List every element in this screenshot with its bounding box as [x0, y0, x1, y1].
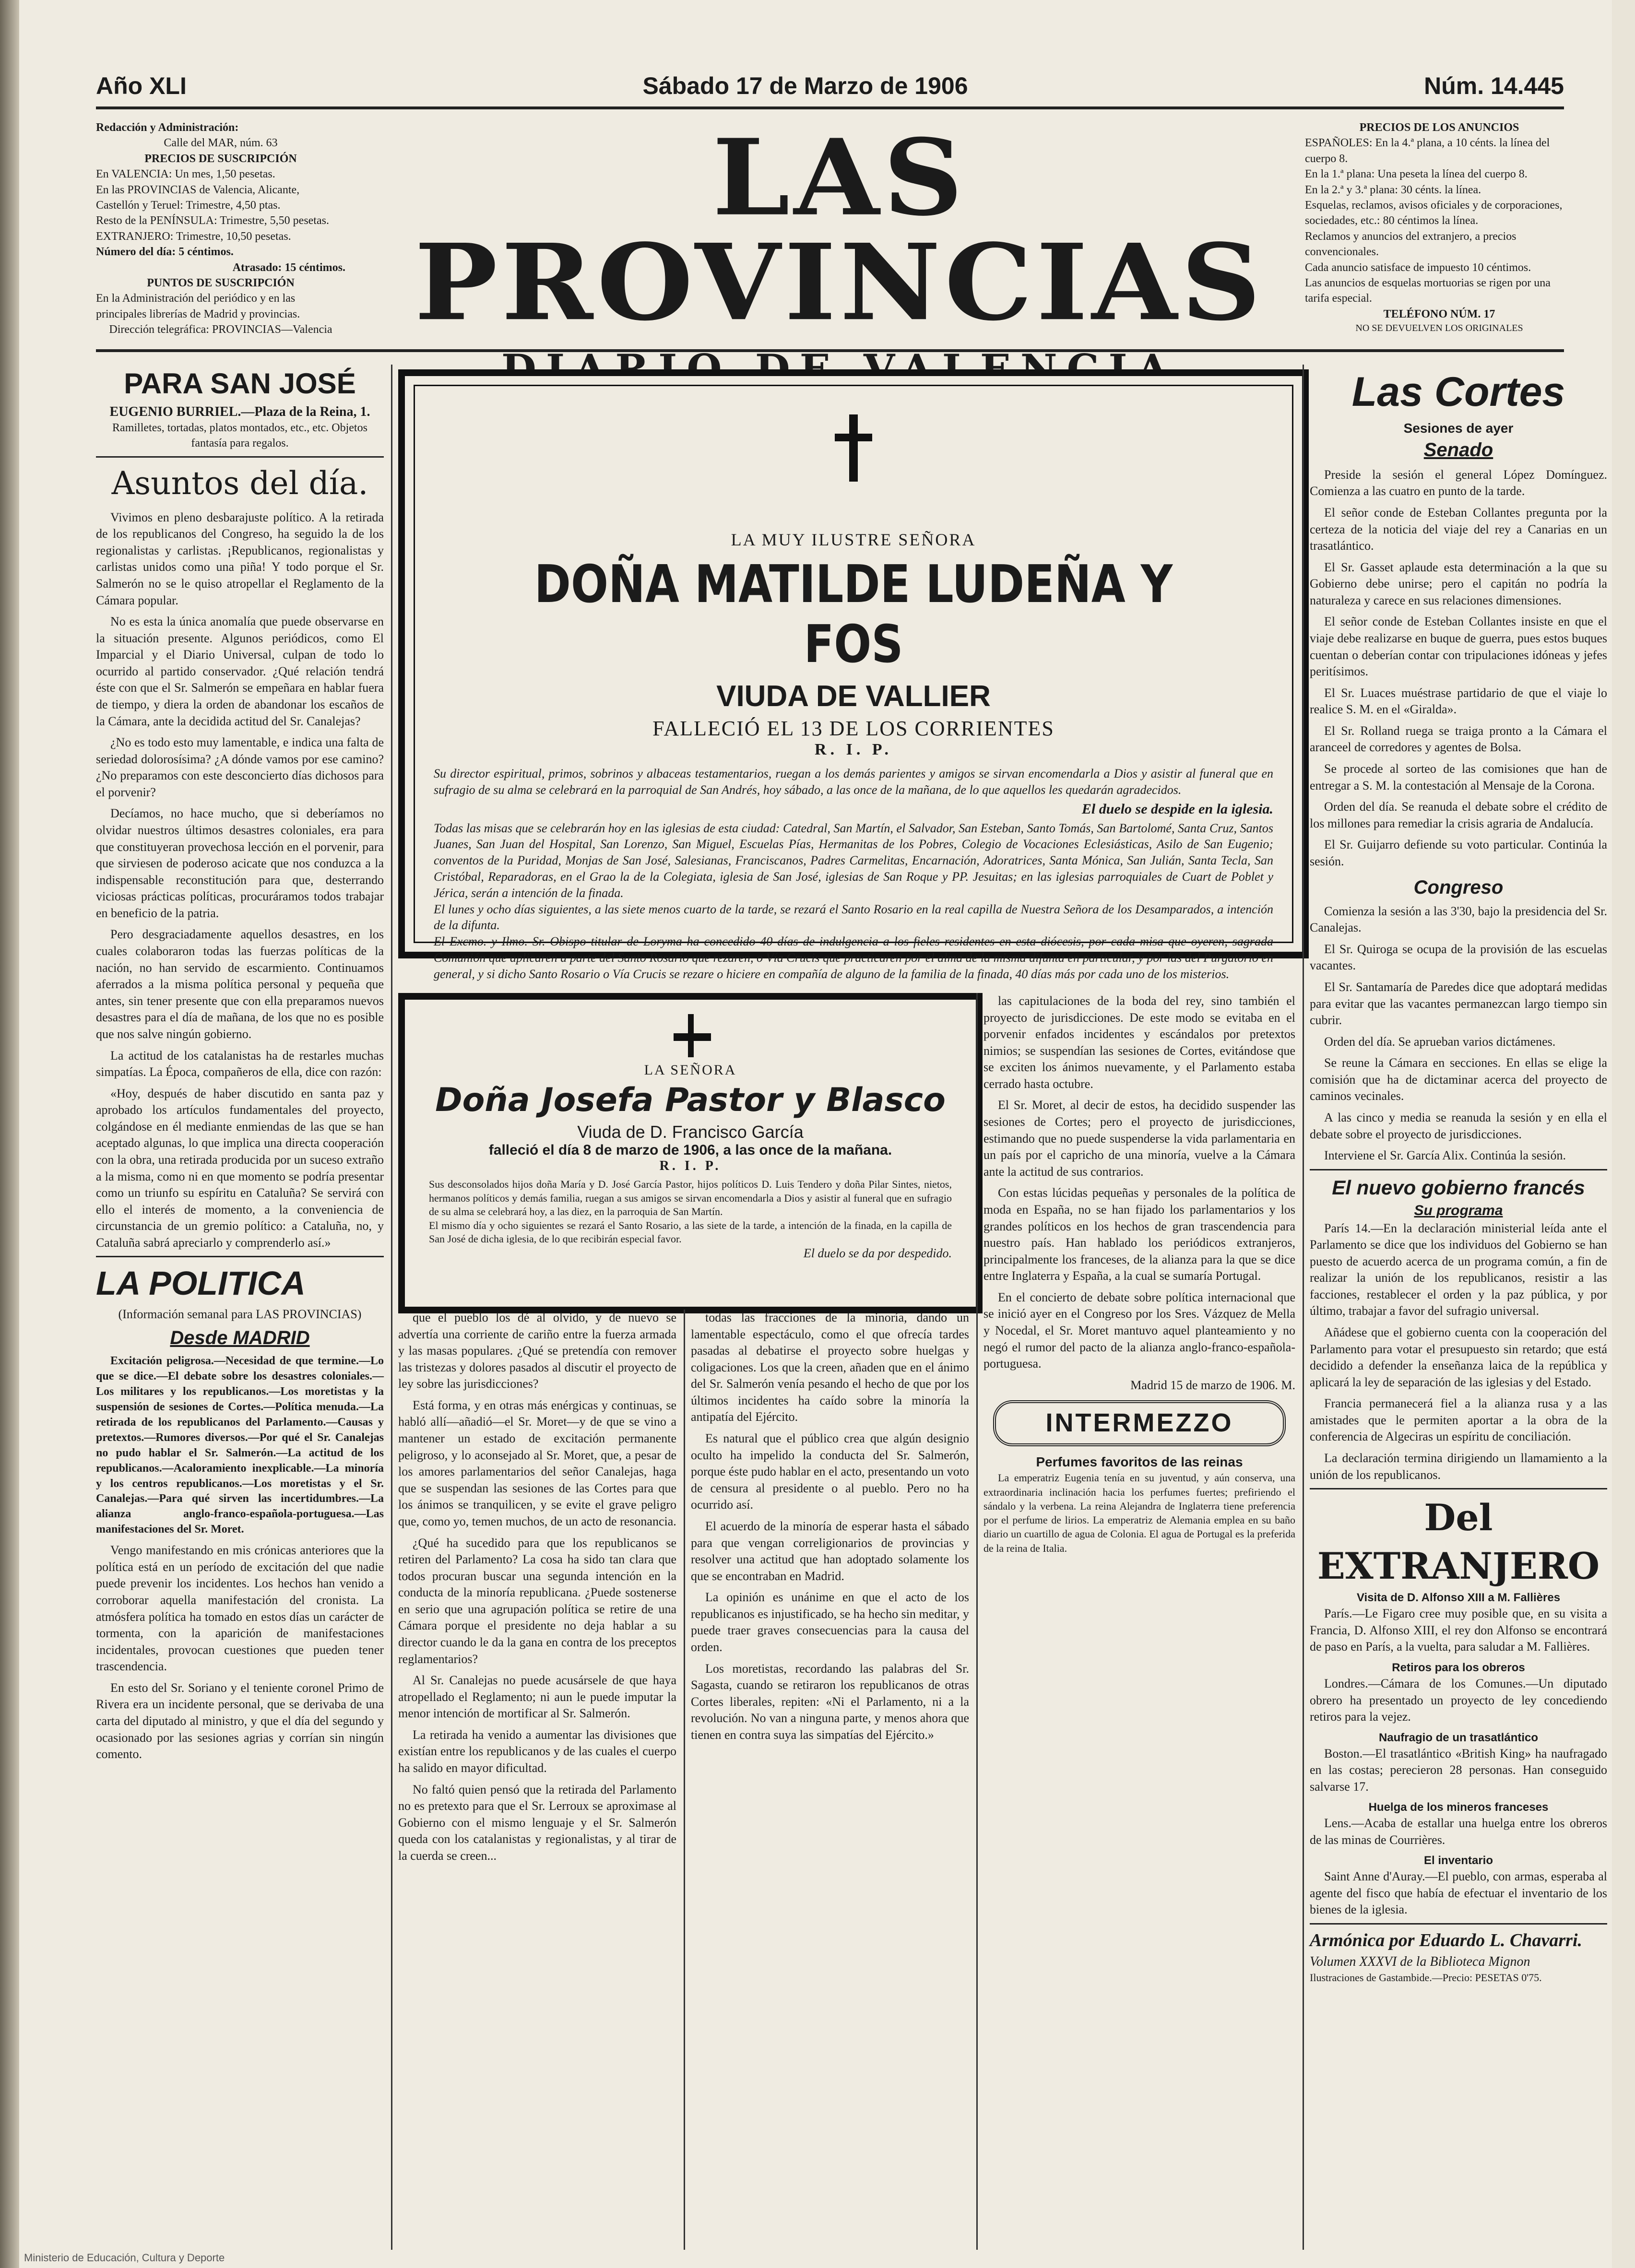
column-rule: [976, 993, 978, 2250]
info-line: Redacción y Administración:: [96, 121, 239, 134]
info-line: Las anuncios de esquelas mortuorias se rigen por una tarifa especial.: [1305, 276, 1551, 305]
paragraph: La retirada ha venido a aumentar las divisiones que existían entre los republicanos y de las cuales el cuerpo ha salido en mayor dificultad.: [398, 1727, 676, 1775]
center-column: [691, 1310, 969, 1748]
ad-title: PARA SAN JOSÉ: [124, 367, 356, 400]
intermezzo-title: INTERMEZZO: [993, 1400, 1286, 1446]
politica-sub: (Información semanal para LAS PROVINCIAS): [118, 1307, 362, 1321]
paragraph: No faltó quien pensó que la retirada del Parlamento no es pretexto para que el Sr. Lerroux se aproximase al Gobierno con el mismo lenguaje y el Sr. Salmerón queda con los catalanistas y regionalistas, y al tirar de la cuerda se creen...: [398, 1782, 676, 1863]
paragraph: La opinión es unánime en que el acto de los republicanos es injustificado, se ha hecho sin meditar, y puede traer graves consecuencias para la causa del orden.: [691, 1590, 969, 1654]
paragraph: «Hoy, después de haber discutido en santa paz y aprobado los artículos fundamentales del proyecto, colgándose en él mediante enmiendas de las que se han aceptado algunas, lo que implica una directa cooperación con la obra, una retirada producida por un suceso extraño a la misma, como ni en que momento se podría presentar como un triunfo su espíritu en Cataluña? Se servirá con ello el interés de momento, a la conveniencia de circunstancia de un gremio político: a Cataluña, no, y Cataluña sabrá apreciarlo y comprenderlo así.»: [96, 1086, 384, 1250]
paragraph: No es esta la única anomalía que puede observarse en la situación presente. Algunos periódicos, como El Imparcial y el Diario Universal, culpan de todo lo ocurrido al partido conservador. ¿Qué relación tendrá éste con que el Sr. Salmerón se empeñara en hablar fuera de tiempo, y diera la orden de abandonar los escaños de la Cámara, ante la decidida actitud del Sr. Canalejas?: [96, 614, 384, 728]
obituary-intro: LA SEÑORA: [644, 1062, 737, 1078]
subhead: Retiros para los obreros: [1392, 1661, 1525, 1675]
subhead: Huelga de los mineros franceses: [1368, 1801, 1549, 1814]
cross-icon: [849, 414, 858, 482]
paragraph: El Sr. Gasset aplaude esta determinación a la que su Gobierno debe unirse; pero el capitán no podría la naturaleza y carece en sus relaciones dimensiones.: [1310, 560, 1607, 607]
info-line: Cada anuncio satisface de impuesto 10 céntimos.: [1305, 261, 1531, 274]
obituary-text: Su director espiritual, primos, sobrinos y albaceas testamentarios, ruegan a los demás parientes y amigos se sirvan encomendarla a Dios y asistir al funeral que en sufragio de su alma se celebrará en la parroquial de San Andrés, hoy sábado, a las once de la mañana, de lo que aquellos les quedarán agradecidos.: [434, 767, 1273, 797]
right-center-column: [983, 993, 1295, 1560]
obituary-text: Todas las misas que se celebrarán hoy en las iglesias de esta ciudad: Catedral, San Martín, el Salvador, San Esteban, Santo Tomás, San Bartolomé, Santa Cruz, Santos Juanes, San Juan del Hospital, San Lorenzo, San Miguel, Escuelas Pías, Hermanitas de los Pobres, Colegio de Vocaciones Eclesiásticas, Asilo de San Eugenio; conventos de la Puridad, Monjas de San José, Salesianas, Franciscanos, Padres Carmelitas, Encarnación, Adoratrices, Santa Mónica, San Julián, Santa Tecla, San Cristóbal, Reparadoras, en el Grao la de la Colegiata, iglesia de San José, iglesias de San Roque y PP. Jesuitas; en las iglesias parroquiales de Cuart de Poblet y Jérica, serán a intención de la finada.: [434, 821, 1273, 900]
obituary-farewell: El duelo se da por despedido.: [803, 1246, 952, 1260]
paragraph: El Sr. Guijarro defiende su voto particular. Continúa la sesión.: [1310, 838, 1607, 868]
info-line: Reclamos y anuncios del extranjero, a precios convencionales.: [1305, 230, 1517, 259]
paragraph: El Sr. Moret, al decir de estos, ha decidido suspender las sesiones de Cortes; pero el proyecto de jurisdicciones, estimando que no puede suspenderse la vida parlamentaria en un país por el capricho de una minoría, vuelve a la Cámara ante la actitud de sus contrarios.: [983, 1098, 1295, 1179]
info-line: Número del día: 5 céntimos.: [96, 246, 234, 259]
obituary-name: Doña Josefa Pastor y Blasco: [435, 1081, 946, 1119]
paragraph: El Sr. Santamaría de Paredes dice que adoptará medidas para evitar que las vacantes permanezcan largo tiempo sin cubrir.: [1310, 980, 1607, 1028]
paragraph: El señor conde de Esteban Collantes pregunta por la certeza de la noticia del viaje del rey a Canarias en un trasatlántico.: [1310, 505, 1607, 553]
paragraph: A las cinco y media se reanuda la sesión y en ella el debate sobre el proyecto de jurisdicciones.: [1310, 1110, 1607, 1141]
info-line: ESPAÑOLES: En la 4.ª plana, a 10 cénts. la línea del cuerpo 8.: [1305, 137, 1550, 165]
paragraph: Añádese que el gobierno cuenta con la cooperación del Parlamento para votar el presupuesto sin retardo; que está decidido a defender la enseñanza laica de la república y aplicará la ley de separación de las iglesias y del Estado.: [1310, 1325, 1607, 1389]
ad-line: EUGENIO BURRIEL.—Plaza de la Reina, 1.: [109, 404, 370, 419]
ad-armonica: Armónica por Eduardo L. Chavarri.: [1310, 1930, 1582, 1950]
column-rule: [1303, 365, 1304, 2250]
paragraph: ¿Qué ha sucedido para que los republicanos se retiren del Parlamento? La cosa ha sido tan clara que todos procuran buscar una segunda intención en la conducta de la minoría republicana. ¿Puede sostenerse en serio que una agrupación política se retire de una Cámara porque el presidente no deja hablar a su director cuando le da la gana en contra de los preceptos reglamentarios?: [398, 1536, 676, 1666]
paragraph: Vivimos en pleno desbarajuste político. A la retirada de los republicanos del Congreso, ha seguido la de los regionalistas y carlistas. ¡Republicanos, regionalistas y carlistas unidos como una piña! Y todo porque el Sr. Salmerón no se le quiso atropellar el Reglamento de la Cámara popular.: [96, 510, 384, 607]
foreign-title: Del EXTRANJERO: [1317, 1496, 1600, 1588]
politica-summary: Excitación peligrosa.—Necesidad de que termine.—Lo que se dice.—El debate sobre los desastres coloniales.—Los militares y los republicanos.—Los moretistas y la suspensión de sesiones de Cortes.—Política menuda.—La retirada de los republicanos del Parlamento.—Causas y pretextos.—Rumores diversos.—Por qué el Sr. Canalejas no pudo hablar el Sr. Salmerón.—La actitud de los republicanos.—Acaloramiento inexplicable.—La minoría y los centros republicanos.—Los moretistas y el Sr. Canalejas.—Para qué sirven las incertidumbres.—La alianza anglo-franco-española-portuguesa.—Las manifestaciones del Sr. Moret.: [96, 1355, 384, 1536]
paragraph: Boston.—El trasatlántico «British King» ha naufragado en las costas; perecieron 28 personas. Han conseguido salvarse 17.: [1310, 1746, 1607, 1794]
info-line: EXTRANJERO: Trimestre, 10,50 pesetas.: [96, 230, 291, 243]
paragraph: Orden del día. Se reanuda el debate sobre el crédito de los millones para remediar la crisis agraria de Andalucía.: [1310, 800, 1607, 830]
obituary-second: [398, 993, 983, 1313]
advert-prices: [1305, 120, 1574, 335]
newspaper-page: [19, 0, 1612, 2268]
issue-number: Núm. 14.445: [1424, 72, 1564, 99]
paragraph: París.—Le Figaro cree muy posible que, en su visita a Francia, D. Alfonso XIII, el rey don Alfonso se encontrará de paso en París, a la vuelta, para saludar a M. Fallières.: [1310, 1606, 1607, 1654]
paragraph: El acuerdo de la minoría de esperar hasta el sábado para que vengan correligionarios de provincias y resolver una actitud que han adoptado solamente los que se encontraban en Madrid.: [691, 1519, 969, 1583]
ad-volume: Volumen XXXVI de la Biblioteca Mignon: [1310, 1954, 1530, 1969]
intermezzo-text: La emperatriz Eugenia tenía en su juventud, y aún conserva, una extraordinaria inclinación hacia los perfumes fuertes; prefiriendo el sándalo y la verbena. La reina Alejandra de Inglaterra tiene preferencia por el perfume de lirios. La emperatriz de Alemania emplea en su baño diario un cuartillo de agua de Colonia. El agua de Portugal es la preferida de la reina de Italia.: [983, 1472, 1295, 1554]
info-line: En la Administración del periódico y en las principales librerías de Madrid y provincias.: [96, 292, 300, 320]
column-rule: [391, 365, 392, 2250]
info-line: Resto de la PENÍNSULA: Trimestre, 5,50 pesetas.: [96, 214, 329, 227]
politica-from: Desde MADRID: [170, 1327, 310, 1349]
obituary-text: El Excmo. y Ilmo. Sr. Obispo titular de Loryma ha concedido 40 días de indulgencia a los fieles residentes en esta diócesis, por cada misa que oyeren, sagrada Comunión que aplicaren a parte del Santo Rosario que rezaren, o Vía Crucis que practicaren por el alma de la misma difunta en particular, y por las del Purgatorio en general, y si dicho Santo Rosario o Vía Crucis se rezare o hiciere en compañía de alguno de la familia de la finada, 40 días más por cada uno de los misterios.: [434, 934, 1273, 981]
paragraph: En el concierto de debate sobre política internacional que se inició ayer en el Congreso por los Sres. Vázquez de Mella y Nocedal, el Sr. Moret mantuvo aquel planteamiento y no negó el rumor del pacto de la alianza anglo-franco-española-portuguesa.: [983, 1290, 1295, 1371]
foreign-sub: Visita de D. Alfonso XIII a M. Fallières: [1356, 1591, 1561, 1605]
paragraph: Al Sr. Canalejas no puede acusársele de que haya atropellado el Reglamento; ni aun le puede imputar la menor intención de mortificar al Sr. Salmerón.: [398, 1673, 676, 1721]
paragraph: Interviene el Sr. García Alix. Continúa la sesión.: [1324, 1148, 1566, 1163]
obituary-farewell: El duelo se despide en la iglesia.: [1081, 801, 1273, 817]
paragraph: El Sr. Rolland ruega se traiga pronto a la Cámara el aranceel de corredores y agentes de Bolsa.: [1310, 723, 1607, 755]
info-line: Esquelas, reclamos, avisos oficiales y de corporaciones, sociedades, etc.: 80 céntimos la línea.: [1305, 199, 1563, 227]
paragraph: Francia permanecerá fiel a la alianza rusa y a las amistades que le permiten aportar a la obra de la conferencia de Algeciras un espíritu de conciliación.: [1310, 1396, 1607, 1444]
paragraph: Comienza la sesión a las 3'30, bajo la presidencia del Sr. Canalejas.: [1310, 904, 1607, 935]
paragraph: Vengo manifestando en mis crónicas anteriores que la política está en un período de excitación del que nadie puede prevenir los incidentes. Los hechos han venido a corroborar aquella manifestación del cronista. La atmósfera política ha tomado en estos días un carácter de tormenta, con la aparición de manifestaciones incidentales, provocan cuestiones que pueden tener trascendencia.: [96, 1543, 384, 1674]
scan-credit: Ministerio de Educación, Cultura y Deporte: [24, 2252, 225, 2264]
middle-column: [398, 1310, 676, 1869]
obituary-text: El lunes y ocho días siguientes, a las siete menos cuarto de la tarde, se rezará el Santo Rosario en la real capilla de Nuestra Señora de los Desamparados, a intención de la difunta.: [434, 902, 1273, 933]
french-sub: Su programa: [1414, 1202, 1503, 1218]
obituary-widow: Viuda de D. Francisco García: [577, 1122, 804, 1142]
info-line: TELÉFONO NÚM. 17: [1383, 307, 1495, 320]
header-line: [96, 72, 1564, 100]
date-label: Sábado 17 de Marzo de 1906: [642, 72, 968, 99]
senado-title: Senado: [1423, 439, 1493, 461]
info-line: Dirección telegráfica: PROVINCIAS—Valencia: [109, 323, 332, 336]
newspaper-title: LAS PROVINCIAS: [415, 116, 1265, 344]
cortes-title: Las Cortes: [1351, 369, 1565, 415]
paragraph: El Sr. Luaces muéstrase partidario de que el viaje lo realice S. M. en el «Giralda».: [1310, 685, 1607, 717]
paragraph: Se reune la Cámara en secciones. En ellas se elige la comisión que ha de dictaminar acerca del proyecto de caminos vecinales.: [1310, 1056, 1607, 1103]
cortes-sub: Sesiones de ayer: [1403, 421, 1514, 436]
paragraph: ¿No es todo esto muy lamentable, e indica una falta de seriedad dolorosísima? ¿A dónde vamos por ese camino? ¿No preparamos con este desconcierto días dichosos para el porvenir?: [96, 735, 384, 799]
paragraph: Pero desgraciadamente aquellos desastres, en los cuales colaboraron todas las fuerzas políticas de la nación, no han servido de escarmiento. Continuamos aferrados a la misma política personal y pequeña que antes, sin tener presente que con ella preparamos nuevos desastres para el día de mañana, de los que no es posible que nos salve ningún gobierno.: [96, 927, 384, 1041]
obituary-widow: VIUDA DE VALLIER: [716, 680, 991, 713]
obituary-rip: R. I. P.: [659, 1158, 722, 1173]
obituary-main: [398, 369, 1309, 981]
header-rule: [96, 106, 1564, 109]
paragraph: El Sr. Quiroga se ocupa de la provisión de las escuelas vacantes.: [1310, 942, 1607, 973]
paragraph: que el pueblo los dé al olvido, y de nuevo se advertía una corriente de cariño entre la fuerza armada y las masas populares. ¿Qué se pretendía con remover las tristezas y dolores pasados al discutir el proyecto de ley sobre las jurisdicciones?: [398, 1311, 676, 1391]
column-rule: [684, 1310, 685, 2250]
cross-icon: [688, 1014, 694, 1057]
info-line: En VALENCIA: Un mes, 1,50 pesetas.: [96, 168, 275, 181]
paragraph: Orden del día. Se aprueban varios dictámenes.: [1324, 1034, 1556, 1049]
info-line: PRECIOS DE SUSCRIPCIÓN: [144, 152, 297, 165]
congreso-title: Congreso: [1413, 876, 1504, 898]
info-line: En la 2.ª y 3.ª plana: 30 cénts. la línea.: [1305, 183, 1481, 196]
right-column: [1310, 365, 1607, 1984]
scan-binding-edge: [0, 0, 19, 2268]
intermezzo-subtitle: Perfumes favoritos de las reinas: [1036, 1454, 1243, 1470]
politica-title: LA POLITICA: [96, 1264, 306, 1302]
obituary-text: Sus desconsolados hijos doña María y D. José García Pastor, hijos políticos D. Luis Tendero y doña Pilar Sintes, nietos, hermanos políticos y demás familia, ruegan a sus amigos se sirvan encomendarla a Dios y asistir al funeral que en sufragio de su alma se celebrará hoy, a las diez, en la parroquia de San Martín.: [429, 1178, 952, 1218]
info-line: NO SE DEVUELVEN LOS ORIGINALES: [1355, 323, 1523, 334]
paragraph: El señor conde de Esteban Collantes insiste en que el viaje debe realizarse en buque de guerra, pues estos buques cuentan o deberían contar con tripulaciones idóneas y jefes peritísimos.: [1310, 614, 1607, 679]
section-title: Asuntos del día.: [111, 464, 368, 502]
paragraph: Preside la sesión el general López Domínguez. Comienza a las cuatro en punto de la tarde.: [1310, 467, 1607, 498]
obituary-died: FALLECIÓ EL 13 DE LOS CORRIENTES: [652, 717, 1054, 740]
subhead: El inventario: [1423, 1854, 1493, 1867]
info-line: Calle del MAR, núm. 63: [164, 137, 278, 150]
paragraph: Lens.—Acaba de estallar una huelga entre los obreros de las minas de Courrières.: [1310, 1816, 1607, 1847]
dateline: Madrid 15 de marzo de 1906. M.: [1130, 1378, 1295, 1392]
obituary-died: falleció el día 8 de marzo de 1906, a las once de la mañana.: [488, 1142, 892, 1158]
obituary-name: DOÑA MATILDE LUDEÑA Y FOS: [534, 555, 1173, 674]
info-line: PRECIOS DE LOS ANUNCIOS: [1359, 121, 1519, 134]
paragraph: Londres.—Cámara de los Comunes.—Un diputado obrero ha presentado un proyecto de ley concediendo retiros para la vejez.: [1310, 1676, 1607, 1724]
paragraph: En esto del Sr. Soriano y el teniente coronel Primo de Rivera era un incidente personal, que se derivaba de una carta del diputado al ministro, y que el día del segundo y ocasionado por las sesiones agrias y corrían sin ningún comento.: [96, 1680, 384, 1761]
left-column: [96, 365, 384, 1768]
info-line: En las PROVINCIAS de Valencia, Alicante, Castellón y Teruel: Trimestre, 4,50 ptas.: [96, 183, 300, 212]
paragraph: Con estas lúcidas pequeñas y personales de la política de moda en España, no se han fijado los parlamentarios y los grandes políticos en los hechos de gran trascendencia para nuestro país. Han hablado los periódicos extranjeros, principalmente los franceses, de la alianza para la que se dice entre Inglaterra y España, a la cual se sumaría Portugal.: [983, 1186, 1295, 1283]
subscription-info: [96, 120, 345, 337]
info-line: Atrasado: 15 céntimos.: [232, 261, 345, 274]
paragraph: todas las fracciones de la minoría, dando un lamentable espectáculo, como el que ofrecía tardes pasadas al debatirse el proyecto sobre huelgas y coligaciones. Los que la creen, añaden que en el ánimo del Sr. Salmerón venía pesando el hecho de que por los últimos incidentes ha caído sobre la minoría la antipatía del Ejército.: [691, 1311, 969, 1424]
paragraph: Está forma, y en otras más enérgicas y continuas, se habló allí—añadió—el Sr. Moret—y de que se vino a mantener un estado de excitación permanente peligroso, y lo aconsejado al Sr. Moret, que, a pesar de los amores parlamentarios del señor Canalejas, haga que se suspendan las sesiones de las Cortes para que los ánimos se tranquilicen, y se evite el grave peligro que, como yo, temen muchos, de un acto de resonancia.: [398, 1398, 676, 1528]
paragraph: Decíamos, no hace mucho, que si deberíamos no olvidar nuestros últimos desastres coloniales, era para que constituyeran provechosa lección en el porvenir, para que sirviesen de poderoso acicate que nos conduzca a la indispensable reconstitución para que, desterrando viciosas prácticas políticas, procuráramos todos trabajar en beneficio de la patria.: [96, 806, 384, 920]
paragraph: La actitud de los catalanistas ha de restarles muchas simpatías. La Época, compañeros de ella, dice con razón:: [96, 1048, 384, 1079]
paragraph: Se procede al sorteo de las comisiones que han de entregar a S. M. la contestación al Mensaje de la Corona.: [1310, 762, 1607, 792]
year-label: Año XLI: [96, 72, 187, 99]
french-title: El nuevo gobierno francés: [1332, 1176, 1585, 1199]
paragraph: las capitulaciones de la boda del rey, sino también el proyecto de jurisdicciones. De este modo se evitaba en el porvenir enfados incidentes y escándalos por pretextos nimios; se suspendían las sesiones de Cortes, evitándose que se exciten los ánimos nuevamente, y el Parlamento estaba cerrado hasta octubre.: [983, 994, 1295, 1091]
ad-price: Ilustraciones de Gastambide.—Precio: PESETAS 0'75.: [1310, 1971, 1542, 1984]
paragraph: Los moretistas, recordando las palabras del Sr. Sagasta, cuando se retiraron los republicanos de otras Cortes liberales, repiten: «Ni el Parlamento, ni a la revolución. No van a ninguna parte, y menos ahora que tienen en contra suya las simpatías del Ejército.»: [691, 1661, 969, 1742]
paragraph: Saint Anne d'Auray.—El pueblo, con armas, esperaba al agente del fisco que había de efectuar el inventario de los bienes de la iglesia.: [1310, 1869, 1607, 1917]
obituary-text: El mismo día y ocho siguientes se rezará el Santo Rosario, a las siete de la tarde, a intención de la finada, en la capilla de San José de dicha iglesia, de lo que recibirán especial favor.: [429, 1219, 952, 1245]
obituary-intro: LA MUY ILUSTRE SEÑORA: [731, 530, 976, 549]
info-line: PUNTOS DE SUSCRIPCIÓN: [147, 276, 295, 289]
subhead: Naufragio de un trasatlántico: [1378, 1731, 1539, 1744]
ad-desc: Ramilletes, tortadas, platos montados, etc., etc. Objetos fantasía para regalos.: [112, 422, 367, 449]
paragraph: Es natural que el público crea que algún designio oculto ha impelido la conducta del Sr. Salmerón, porque éste pudo hablar en el acto, presentando un voto de censura al presidente o al pueblo. Pero no ha ocurrido así.: [691, 1431, 969, 1512]
info-line: En la 1.ª plana: Una peseta la línea del cuerpo 8.: [1305, 168, 1528, 181]
obituary-rip: R. I. P.: [815, 741, 892, 758]
paragraph: París 14.—En la declaración ministerial leída ante el Parlamento se dice que los individuos del Gobierno se han puesto de acuerdo acerca de un programa común, a fin de realizar la unión de los republicanos, resistir a las facciones, restablecer el orden y la paz pública, y por último, trabajar a favor del sufragio universal.: [1310, 1221, 1607, 1318]
paragraph: La declaración termina dirigiendo un llamamiento a la unión de los republicanos.: [1310, 1451, 1607, 1482]
masthead-rule: [96, 349, 1564, 352]
